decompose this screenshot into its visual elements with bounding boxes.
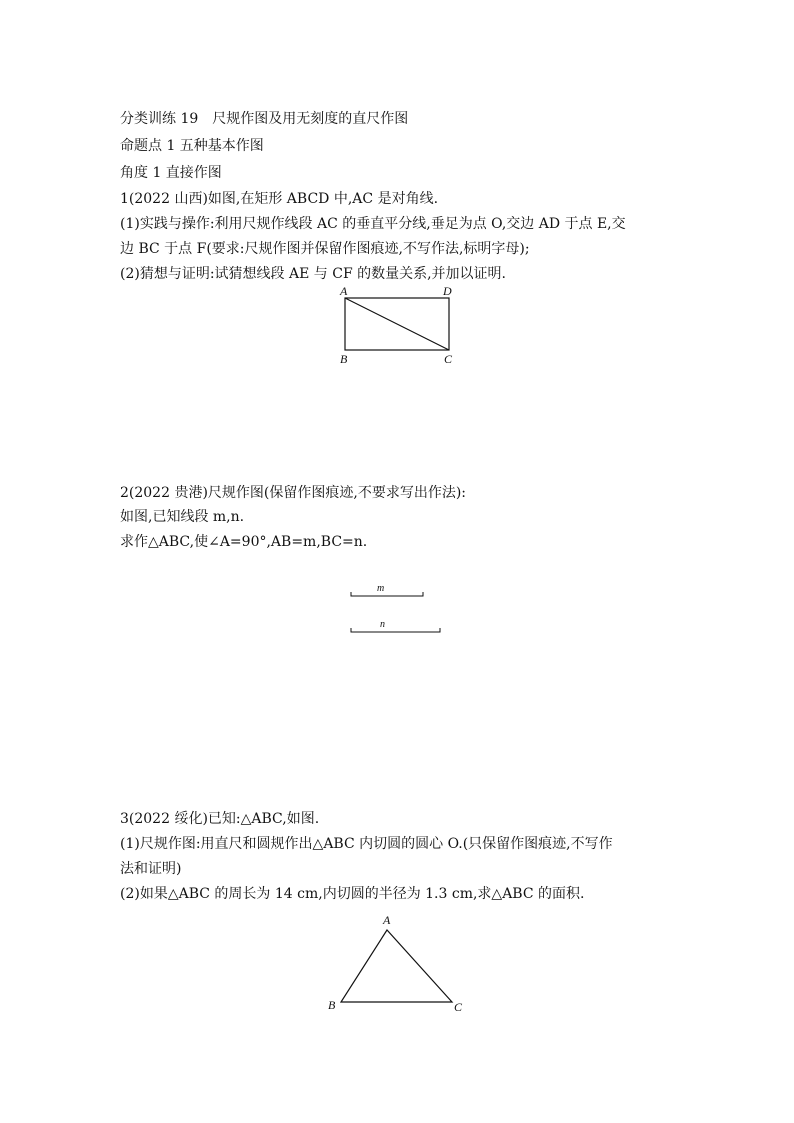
diagonal-ac [345, 298, 449, 350]
segment-m [351, 592, 423, 596]
vertex-label-c: C [444, 352, 453, 366]
q3-stem: 3(2022 绥化)已知:△ABC,如图. [120, 811, 320, 827]
subsection-heading: 角度 1 直接作图 [120, 165, 222, 181]
q2-stem: 2(2022 贵港)尺规作图(保留作图痕迹,不要求写出作法): [120, 485, 466, 501]
vertex-label-c: C [454, 1000, 463, 1014]
vertex-label-b: B [340, 352, 348, 366]
q1-rectangle-figure [339, 284, 453, 366]
vertex-label-b: B [328, 998, 336, 1012]
segment-label-m: m [377, 583, 385, 594]
q1-part1-cont: 边 BC 于点 F(要求:尺规作图并保留作图痕迹,不写作法,标明字母); [120, 241, 530, 257]
segment-n [351, 628, 440, 632]
q2-given: 如图,已知线段 m,n. [120, 509, 245, 525]
triangle-abc [341, 930, 452, 1002]
q1-part1: (1)实践与操作:利用尺规作线段 AC 的垂直平分线,垂足为点 O,交边 AD 于点 E,交 [120, 216, 626, 232]
section-heading: 命题点 1 五种基本作图 [120, 138, 264, 154]
q2-segments-figure [351, 583, 440, 632]
q3-part1: (1)尺规作图:用直尺和圆规作出△ABC 内切圆的圆心 O.(只保留作图痕迹,不写作 [120, 836, 613, 852]
q3-part1-cont: 法和证明) [120, 861, 182, 877]
segment-label-n: n [380, 619, 385, 630]
q1-stem: 1(2022 山西)如图,在矩形 ABCD 中,AC 是对角线. [120, 191, 439, 207]
q3-triangle-figure [328, 913, 463, 1014]
q2-task: 求作△ABC,使∠A=90°,AB=m,BC=n. [120, 534, 368, 550]
vertex-label-a: A [340, 284, 348, 298]
q1-part2: (2)猜想与证明:试猜想线段 AE 与 CF 的数量关系,并加以证明. [120, 266, 507, 282]
page-title: 分类训练 19 尺规作图及用无刻度的直尺作图 [120, 111, 409, 127]
vertex-label-d: D [443, 284, 452, 298]
vertex-label-a: A [383, 913, 391, 927]
q3-part2: (2)如果△ABC 的周长为 14 cm,内切圆的半径为 1.3 cm,求△ABC 的面积. [120, 886, 585, 902]
